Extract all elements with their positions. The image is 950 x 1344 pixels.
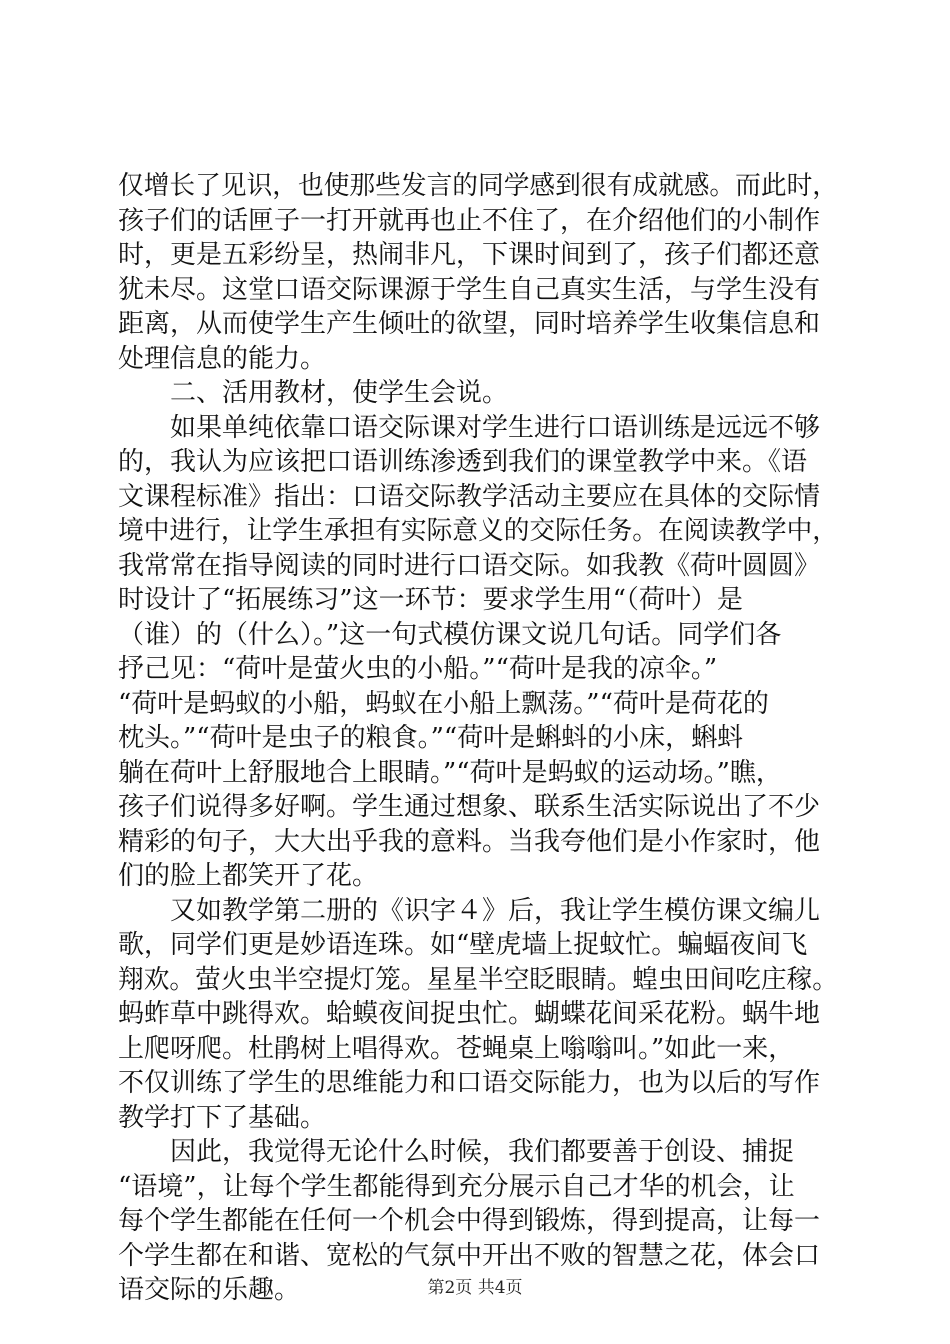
text-line: 躺在荷叶上舒服地合上眼睛。”“荷叶是蚂蚁的运动场。”瞧，	[118, 757, 782, 788]
text-line: 每个学生都能在任何一个机会中得到锻炼，得到提高，让每一	[118, 1206, 821, 1236]
text-line: 孩子们说得多好啊。学生通过想象、联系生活实际说出了不少	[118, 792, 821, 822]
text-line: 个学生都在和谐、宽松的气氛中开出不败的智慧之花，体会口	[118, 1240, 821, 1271]
text-line: 抒己见：“荷叶是萤火虫的小船。”“荷叶是我的凉伞。”	[118, 654, 718, 684]
text-line: 处理信息的能力。	[118, 343, 327, 374]
text-line: 孩子们的话匣子一打开就再也止不住了，在介绍他们的小制作	[118, 205, 821, 236]
text-line: 歌，同学们更是妙语连珠。如“壁虎墙上捉蚊忙。蝙蝠夜间飞	[118, 930, 808, 960]
text-line: 我常常在指导阅读的同时进行口语交际。如我教《荷叶圆圆》	[118, 550, 821, 581]
text-line: 因此，我觉得无论什么时候，我们都要善于创设、捕捉	[118, 1137, 795, 1167]
text-line: 境中进行，让学生承担有实际意义的交际任务。在阅读教学中，	[118, 516, 839, 546]
text-line: 不仅训练了学生的思维能力和口语交际能力，也为以后的写作	[118, 1068, 821, 1098]
text-line: 的，我认为应该把口语训练渗透到我们的课堂教学中来。《语	[118, 447, 808, 477]
text-line: 文课程标准》指出：口语交际教学活动主要应在具体的交际情	[118, 481, 821, 512]
text-line: 蚂蚱草中跳得欢。蛤蟆夜间捉虫忙。蝴蝶花间采花粉。蜗牛地	[118, 999, 821, 1029]
text-line: “荷叶是蚂蚁的小船，蚂蚁在小船上飘荡。”“荷叶是荷花的	[118, 688, 769, 719]
body-text	[118, 169, 838, 1308]
text-line: 时设计了“拓展练习”这一环节：要求学生用“（荷叶）是	[118, 585, 743, 615]
text-line: “语境”，让每个学生都能得到充分展示自己才华的机会，让	[118, 1171, 795, 1202]
text-line: 上爬呀爬。杜鹃树上唱得欢。苍蝇桌上嗡嗡叫。”如此一来，	[118, 1033, 795, 1064]
text-line: 枕头。”“荷叶是虫子的粮食。”“荷叶是蝌蚪的小床，蝌蚪	[118, 723, 744, 753]
text-line: 教学打下了基础。	[118, 1102, 327, 1133]
text-line: 时，更是五彩纷呈，热闹非凡，下课时间到了，孩子们都还意	[118, 240, 821, 270]
text-line: 如果单纯依靠口语交际课对学生进行口语训练是远远不够	[118, 412, 821, 443]
page-footer: 第2页 共4页	[427, 1278, 523, 1298]
text-line: 犹未尽。这堂口语交际课源于学生自己真实生活，与学生没有	[118, 274, 821, 305]
text-line: 二、活用教材，使学生会说。	[118, 378, 509, 408]
text-line: 又如教学第二册的《识字４》后，我让学生模仿课文编儿	[118, 895, 821, 926]
text-line: 仅增长了见识，也使那些发言的同学感到很有成就感。而此时，	[118, 171, 839, 201]
text-line: 距离，从而使学生产生倾吐的欲望，同时培养学生收集信息和	[118, 309, 821, 339]
text-line: 们的脸上都笑开了花。	[118, 861, 379, 891]
text-line: 语交际的乐趣。	[118, 1275, 301, 1305]
text-line: （谁）的（什么）。”这一句式模仿课文说几句话。同学们各	[118, 619, 782, 650]
text-line: 翔欢。萤火虫半空提灯笼。星星半空眨眼睛。蝗虫田间吃庄稼。	[118, 964, 839, 995]
text-line: 精彩的句子，大大出乎我的意料。当我夸他们是小作家时，他	[118, 826, 821, 857]
